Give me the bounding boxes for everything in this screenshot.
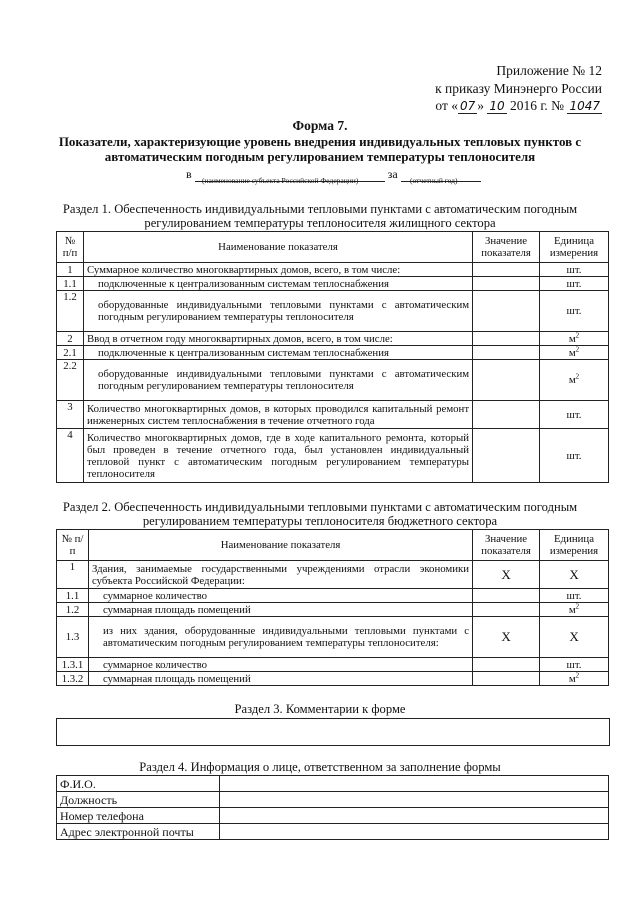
table-row (57, 792, 609, 808)
section4-title: Раздел 4. Информация о лице, ответственном за заполнение формы (139, 760, 501, 774)
unit-sup: 2 (575, 344, 580, 353)
row-name: суммарное количество (88, 658, 472, 672)
row-num: 4 (57, 429, 84, 483)
row-name: Количество многоквартирных домов, где в ходе капитального ремонта, который был проведен в течение отчетного года, был установлен индивидуальный тепловой пункт с автоматическим погодным регулированием температуры теплоносителя (83, 429, 472, 483)
comments-box[interactable] (56, 718, 610, 746)
section3-title: Раздел 3. Комментарии к форме (234, 702, 406, 716)
table-row (57, 617, 609, 658)
header-num: № п/п (57, 232, 84, 263)
form-title (0, 134, 640, 164)
row-num: 2 (57, 332, 84, 346)
row-unit: шт. (540, 589, 609, 603)
row-name: Ввод в отчетном году многоквартирных домов, всего, в том числе: (83, 332, 472, 346)
for-label: за (387, 167, 398, 181)
row-num: 1.3 (57, 617, 89, 658)
row-name: суммарное количество (88, 589, 472, 603)
row-unit: шт. (540, 291, 609, 332)
row-num: 1.3.2 (57, 672, 89, 686)
section1-title (0, 202, 640, 230)
row-unit: шт. (540, 263, 609, 277)
date-year: 2016 г. № (510, 98, 565, 113)
row-value[interactable] (473, 672, 540, 686)
table-row (57, 332, 609, 346)
row-value[interactable] (473, 429, 540, 483)
unit-text: м (568, 603, 576, 616)
table-row (57, 429, 609, 483)
header-value: Значение показателя (473, 232, 540, 263)
in-label: в (186, 167, 192, 181)
row-value: X (473, 617, 540, 658)
header-name: Наименование показателя (88, 530, 472, 561)
row-unit: шт. (540, 401, 609, 429)
row-num: 1.1 (57, 277, 84, 291)
date-day: 07 (459, 99, 476, 113)
row-value: X (473, 561, 540, 589)
table-row (57, 263, 609, 277)
section1-title-line2: регулированием температуры теплоносителя жилищного сектора (144, 216, 496, 230)
row-name: из них здания, оборудованные индивидуальными тепловыми пунктами с автоматическим погодным регулированием температуры теплоносителя: (88, 617, 472, 658)
row-num: 1.1 (57, 589, 89, 603)
order-number: 1047 (569, 99, 600, 113)
row-value[interactable] (473, 346, 540, 360)
row-name: Суммарное количество многоквартирных домов, всего, в том числе: (83, 263, 472, 277)
table-row (57, 561, 609, 589)
email-field[interactable] (219, 824, 608, 840)
position-field[interactable] (219, 792, 608, 808)
row-name: оборудованные индивидуальными тепловыми пунктами с автоматическим погодным регулированием температуры теплоносителя (83, 360, 472, 401)
row-num: 2.1 (57, 346, 84, 360)
row-num: 1.2 (57, 291, 84, 332)
appendix-number: Приложение № 12 (496, 63, 602, 78)
table-row (57, 589, 609, 603)
row-num: 1 (57, 263, 84, 277)
row-name: подключенные к централизованным системам теплоснабжения (83, 346, 472, 360)
section1-table (56, 231, 609, 483)
row-unit: шт. (540, 658, 609, 672)
row-name: суммарная площадь помещений (88, 603, 472, 617)
header-unit: Единица измерения (540, 530, 609, 561)
section1-title-line1: Раздел 1. Обеспеченность индивидуальными тепловыми пунктами с автоматическим погодным (62, 202, 578, 216)
label-email: Адрес электронной почты (57, 824, 220, 840)
table-row (57, 808, 609, 824)
header-name: Наименование показателя (83, 232, 472, 263)
unit-text: м (568, 672, 576, 685)
row-unit (540, 346, 609, 360)
row-name: суммарная площадь помещений (88, 672, 472, 686)
form-title-line1: Показатели, характеризующие уровень внедрения индивидуальных тепловых пунктов с (58, 134, 582, 149)
row-unit (540, 672, 609, 686)
table-header-row (57, 232, 609, 263)
section2-table (56, 529, 609, 686)
row-name: оборудованные индивидуальными тепловыми пунктами с автоматическим погодным регулированием температуры теплоносителя (83, 291, 472, 332)
row-num: 3 (57, 401, 84, 429)
form-title-line2: автоматическим погодным регулированием температуры теплоносителя (104, 149, 536, 164)
order-date-line: от « 07 » 10 2016 г. № 1047 (435, 98, 600, 113)
unit-text: м (568, 346, 576, 359)
date-month: 10 (489, 99, 505, 113)
row-value[interactable] (473, 658, 540, 672)
row-num: 1 (57, 561, 89, 589)
row-unit: X (540, 617, 609, 658)
table-row (57, 401, 609, 429)
table-row (57, 776, 609, 792)
table-row (57, 346, 609, 360)
unit-sup: 2 (575, 601, 580, 610)
row-value[interactable] (473, 263, 540, 277)
unit-text: м (568, 374, 576, 386)
table-row (57, 658, 609, 672)
label-full-name: Ф.И.О. (57, 776, 220, 792)
header-num: № п/п (57, 530, 89, 561)
table-row (57, 824, 609, 840)
table-row (57, 277, 609, 291)
unit-sup: 2 (575, 670, 580, 679)
row-unit (540, 332, 609, 346)
label-position: Должность (57, 792, 220, 808)
row-value[interactable] (473, 332, 540, 346)
table-row (57, 291, 609, 332)
header-unit: Единица измерения (540, 232, 609, 263)
row-value[interactable] (473, 589, 540, 603)
row-name: подключенные к централизованным системам теплоснабжения (83, 277, 472, 291)
row-unit (540, 603, 609, 617)
header-value: Значение показателя (473, 530, 540, 561)
row-unit: X (540, 561, 609, 589)
full-name-field[interactable] (219, 776, 608, 792)
row-num: 1.3.1 (57, 658, 89, 672)
row-name: Здания, занимаемые государственными учреждениями отрасли экономики субъекта Российской Федерации: (88, 561, 472, 589)
unit-text: м (568, 332, 576, 345)
row-name: Количество многоквартирных домов, в которых проводился капитальный ремонт инженерных систем теплоснабжения в течение отчетного года (83, 401, 472, 429)
row-value[interactable] (473, 401, 540, 429)
row-unit (540, 360, 609, 401)
unit-sup: 2 (575, 330, 580, 339)
row-value[interactable] (473, 277, 540, 291)
label-phone: Номер телефона (57, 808, 220, 824)
order-reference: к приказу Минэнерго России (435, 81, 602, 96)
form-number: Форма 7. (292, 118, 348, 133)
phone-field[interactable] (219, 808, 608, 824)
row-value[interactable] (473, 603, 540, 617)
date-prefix: от « (435, 98, 458, 113)
row-num: 2.2 (57, 360, 84, 401)
table-row (57, 603, 609, 617)
table-row (57, 672, 609, 686)
row-num: 1.2 (57, 603, 89, 617)
section2-title-line1: Раздел 2. Обеспеченность индивидуальными тепловыми пунктами с автоматическим погодным (62, 500, 578, 514)
table-header-row (57, 530, 609, 561)
row-unit: шт. (540, 429, 609, 483)
table-row (57, 360, 609, 401)
year-hint: (отчетный год) (410, 176, 458, 185)
row-value[interactable] (473, 291, 540, 332)
subject-hint: (наименование субъекта Российской Федерации) (202, 176, 359, 185)
responsible-person-table (56, 775, 609, 840)
row-value[interactable] (473, 360, 540, 401)
row-unit: шт. (540, 277, 609, 291)
section2-title-line2: регулированием температуры теплоносителя бюджетного сектора (142, 514, 498, 528)
section2-title (0, 500, 640, 528)
unit-sup: 2 (575, 372, 580, 381)
